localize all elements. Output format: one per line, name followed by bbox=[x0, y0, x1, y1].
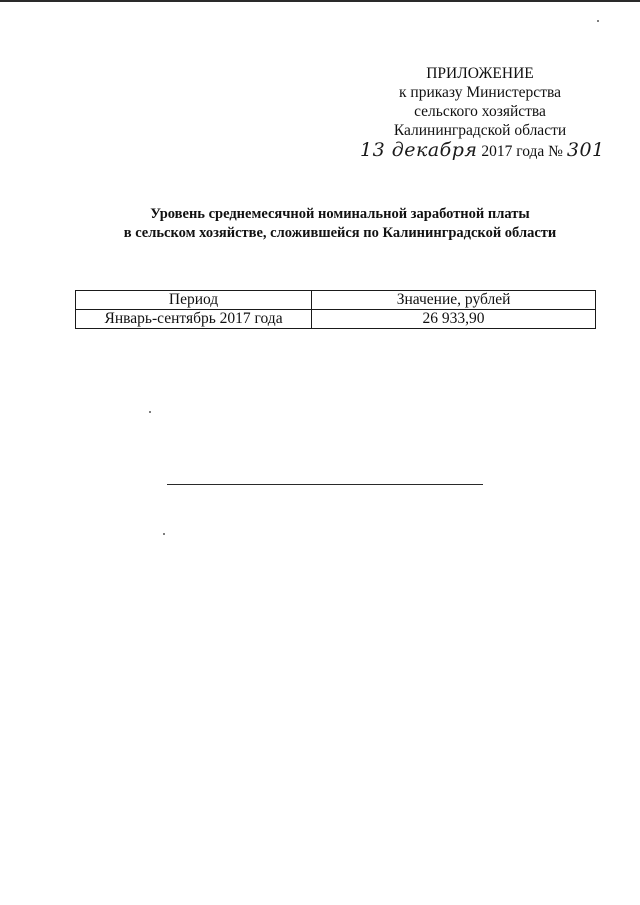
title-line-2: в сельском хозяйстве, сложившейся по Калининградской области bbox=[123, 225, 557, 241]
document-title bbox=[60, 205, 620, 243]
appendix-date-line bbox=[360, 139, 605, 161]
column-header-value: Значение, рублей bbox=[312, 291, 596, 310]
appendix-heading: ПРИЛОЖЕНИЕ bbox=[426, 65, 534, 82]
appendix-line-1: к приказу Министерства bbox=[399, 84, 561, 101]
cell-value: 26 933,90 bbox=[312, 310, 596, 329]
salary-table bbox=[75, 290, 596, 329]
column-header-period: Период bbox=[76, 291, 312, 310]
cell-period: Январь-сентябрь 2017 года bbox=[76, 310, 312, 329]
appendix-block bbox=[360, 64, 605, 161]
handwritten-date: 13 декабря bbox=[360, 139, 478, 161]
handwritten-order-number: 301 bbox=[566, 139, 605, 161]
appendix-line-2: сельского хозяйства bbox=[414, 103, 546, 120]
year-text: 2017 года № bbox=[481, 143, 563, 160]
appendix-line-3: Калининградской области bbox=[393, 122, 567, 139]
scan-speck bbox=[163, 533, 165, 535]
scan-speck bbox=[149, 411, 151, 413]
closing-rule bbox=[167, 484, 483, 485]
table-header-row bbox=[76, 291, 596, 310]
table-row bbox=[76, 310, 596, 329]
page-top-border bbox=[0, 0, 640, 2]
title-line-1: Уровень среднемесячной номинальной заработной платы bbox=[150, 206, 530, 222]
scan-speck bbox=[597, 20, 599, 22]
